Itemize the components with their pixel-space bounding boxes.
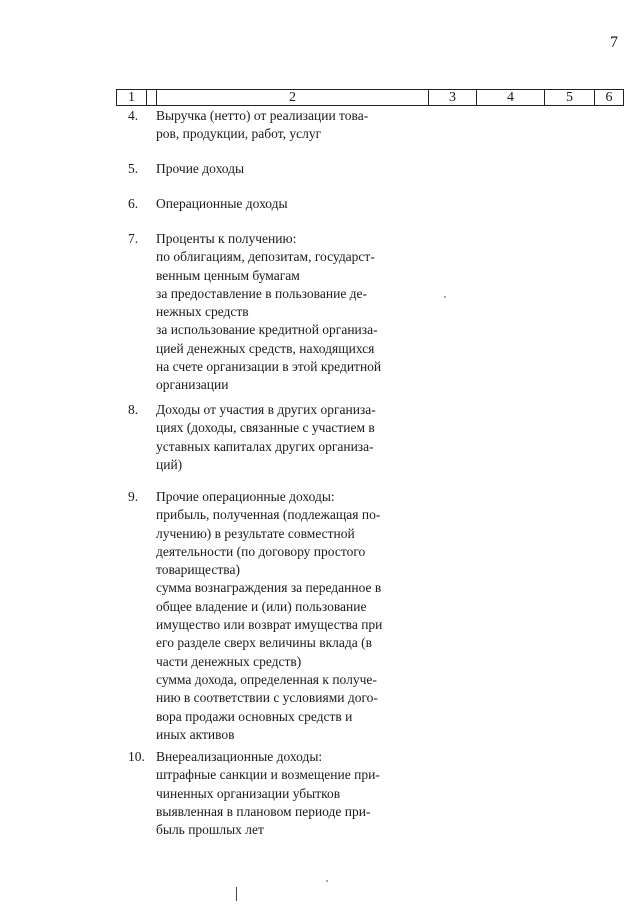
table-header-row bbox=[116, 89, 624, 106]
item-line: иных активов bbox=[156, 726, 235, 742]
item-line: чиненных организации убытков bbox=[156, 785, 341, 801]
item-line: его разделе сверх величины вклада (в bbox=[156, 635, 372, 651]
scan-mark bbox=[236, 887, 237, 901]
header-cell-4: 4 bbox=[477, 90, 545, 105]
item-line: сумма вознаграждения за переданное в bbox=[156, 580, 382, 596]
item-line: Операционные доходы bbox=[156, 196, 288, 211]
item-line: деятельности (по договору простого bbox=[156, 543, 366, 559]
item-line: лучению) в результате совместной bbox=[156, 525, 355, 541]
item-line: быль прошлых лет bbox=[156, 822, 264, 838]
item-line: части денежных средств) bbox=[156, 653, 302, 669]
scan-speck bbox=[326, 880, 328, 882]
item-line: нежных средств bbox=[156, 304, 249, 320]
item-line: прибыль, полученная (подлежащая по- bbox=[156, 507, 381, 523]
header-cell-6: 6 bbox=[605, 90, 613, 105]
item-number: 8. bbox=[128, 402, 139, 417]
item-text bbox=[156, 230, 412, 395]
list-item-10 bbox=[128, 748, 412, 839]
list-item-7 bbox=[128, 230, 412, 395]
header-cell-5: 5 bbox=[545, 90, 595, 105]
item-line: за использование кредитной организа- bbox=[156, 322, 378, 338]
item-line: Проценты к получению: bbox=[156, 231, 297, 246]
scan-speck bbox=[444, 296, 446, 298]
item-number: 5. bbox=[128, 161, 139, 176]
item-line: уставных капиталах других организа- bbox=[156, 438, 374, 454]
item-line: организации bbox=[156, 377, 229, 393]
item-number: 6. bbox=[128, 196, 139, 211]
item-line: цией денежных средств, находящихся bbox=[156, 340, 375, 356]
item-line: Прочие доходы bbox=[156, 161, 245, 176]
item-line: общее владение и (или) пользование bbox=[156, 598, 367, 614]
page-number: 7 bbox=[610, 34, 618, 51]
header-cell-2: 2 bbox=[157, 90, 429, 105]
list-item-9 bbox=[128, 488, 412, 744]
header-cell-1: 1 bbox=[117, 90, 147, 105]
item-line: ций) bbox=[156, 456, 183, 472]
item-line: имущество или возврат имущества при bbox=[156, 617, 383, 633]
item-line: товарищества) bbox=[156, 562, 240, 578]
item-number: 7. bbox=[128, 231, 139, 246]
item-number: 9. bbox=[128, 489, 139, 504]
item-line: циях (доходы, связанные с участием в bbox=[156, 420, 375, 436]
list-item-6 bbox=[128, 195, 412, 213]
item-line: за предоставление в пользование де- bbox=[156, 285, 368, 301]
item-number: 10. bbox=[128, 749, 145, 764]
item-line: ров, продукции, работ, услуг bbox=[156, 126, 322, 142]
item-line: сумма дохода, определенная к получе- bbox=[156, 671, 377, 687]
item-line: нию в соответствии с условиями дого- bbox=[156, 690, 378, 706]
item-number: 4. bbox=[128, 108, 139, 123]
header-cell-3: 3 bbox=[429, 90, 477, 105]
item-line: штрафные санкции и возмещение при- bbox=[156, 767, 380, 783]
item-line: по облигациям, депозитам, государст- bbox=[156, 249, 375, 265]
item-line: Выручка (нетто) от реализации това- bbox=[156, 108, 369, 123]
item-text bbox=[156, 195, 412, 213]
item-line: выявленная в плановом периоде при- bbox=[156, 803, 371, 819]
list-item-5 bbox=[128, 160, 412, 178]
list-item-4 bbox=[128, 107, 412, 144]
item-text bbox=[156, 107, 412, 144]
header-gap-cell bbox=[147, 90, 157, 105]
item-text bbox=[156, 748, 412, 839]
item-line: Прочие операционные доходы: bbox=[156, 489, 335, 504]
item-line: Доходы от участия в других организа- bbox=[156, 402, 376, 417]
item-line: на счете организации в этой кредитной bbox=[156, 359, 382, 375]
item-line: венным ценным бумагам bbox=[156, 267, 300, 283]
item-text bbox=[156, 160, 412, 178]
item-line: Внереализационные доходы: bbox=[156, 749, 323, 764]
item-text bbox=[156, 401, 412, 474]
item-line: вора продажи основных средств и bbox=[156, 708, 353, 724]
item-text bbox=[156, 488, 412, 744]
list-item-8 bbox=[128, 401, 412, 474]
